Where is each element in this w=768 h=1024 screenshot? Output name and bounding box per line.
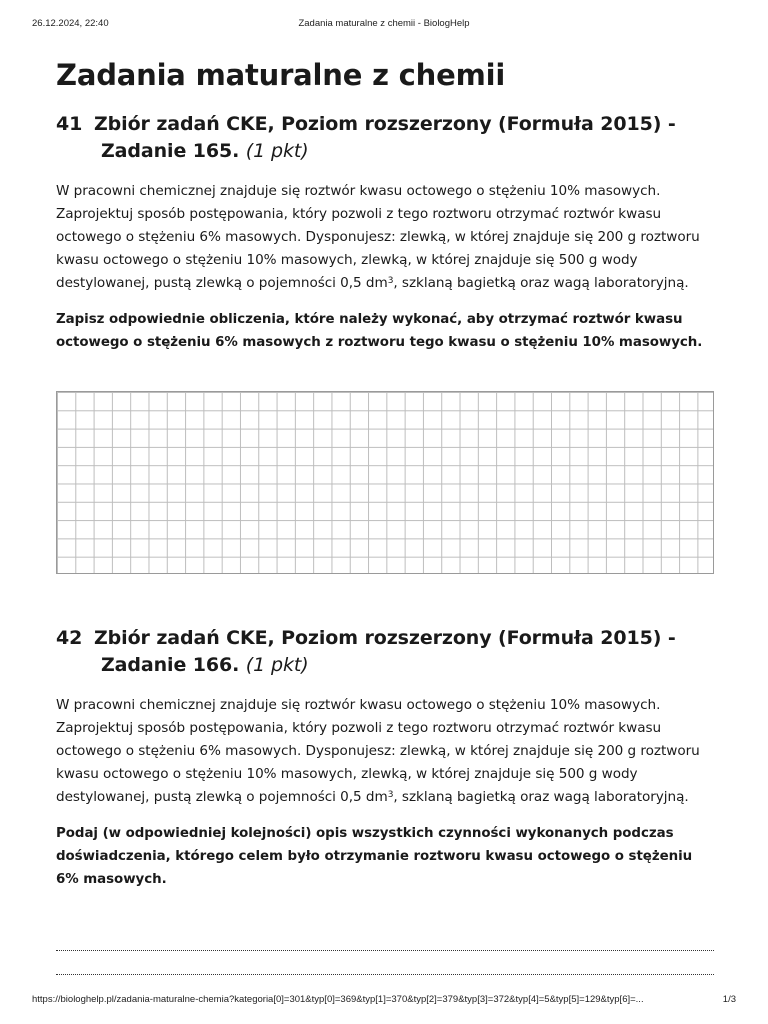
print-header	[32, 18, 736, 32]
task-41	[56, 111, 716, 354]
answer-grid[interactable]	[56, 391, 714, 574]
task-title	[56, 111, 716, 165]
task-description-text: W pracowni chemicznej znajduje się roztwór kwasu octowego o stężeniu 10% masowych. Zaprojektuj sposób postępowania, który pozwoli z tego roztworu otrzymać roztwór kwasu octowego o stężeniu 6% masowych. Dysponujesz: zlewką, w której znajduje się 200 g roztworu kwasu octowego o stężeniu 10% masowych, zlewką, w której znajduje się 500 g wody destylowanej, pustą zlewką o pojemności 0,5 dm	[56, 183, 700, 291]
task-number: 42	[56, 627, 83, 649]
task-description	[56, 180, 716, 295]
superscript: 3	[387, 790, 394, 801]
page-title: Zadania maturalne z chemii	[56, 58, 506, 92]
answer-line[interactable]	[56, 974, 714, 975]
page-number: 1/3	[722, 994, 736, 1005]
print-datetime: 26.12.2024, 22:40	[32, 18, 109, 29]
task-instruction: Podaj (w odpowiedniej kolejności) opis wszystkich czynności wykonanych podczas doświadczenia, którego celem było otrzymanie roztworu kwasu octowego o stężeniu 6% masowych.	[56, 826, 693, 887]
task-42	[56, 625, 716, 891]
print-page-title: Zadania maturalne z chemii - BiologHelp	[298, 18, 470, 29]
task-instruction: Zapisz odpowiednie obliczenia, które należy wykonać, aby otrzymać roztwór kwasu octowego o stężeniu 6% masowych z roztworu tego kwasu o stężeniu 10% masowych.	[56, 312, 703, 350]
task-points: (1 pkt)	[245, 140, 309, 162]
task-description	[56, 694, 716, 809]
task-title	[56, 625, 716, 679]
task-description-text-end: , szklaną bagietką oraz wagą laboratoryjną.	[393, 789, 689, 805]
task-description-text-end: , szklaną bagietką oraz wagą laboratoryjną.	[393, 275, 689, 291]
print-url: https://biologhelp.pl/zadania-maturalne-chemia?kategoria[0]=301&typ[0]=369&typ[1]=370&typ[2]=379&typ[3]=372&typ[4]=5&typ[5]=129&typ[6]=...	[32, 994, 644, 1005]
print-footer	[32, 994, 736, 1008]
task-description-text: W pracowni chemicznej znajduje się roztwór kwasu octowego o stężeniu 10% masowych. Zaprojektuj sposób postępowania, który pozwoli z tego roztworu otrzymać roztwór kwasu octowego o stężeniu 6% masowych. Dysponujesz: zlewką, w której znajduje się 200 g roztworu kwasu octowego o stężeniu 10% masowych, zlewką, w której znajduje się 500 g wody destylowanej, pustą zlewką o pojemności 0,5 dm	[56, 697, 700, 805]
main-content	[56, 55, 716, 887]
task-title-text: Zbiór zadań CKE, Poziom rozszerzony (Formuła 2015) - Zadanie 166.	[94, 627, 676, 676]
task-number: 41	[56, 113, 83, 135]
answer-line[interactable]	[56, 950, 714, 951]
task-points: (1 pkt)	[245, 654, 309, 676]
superscript: 3	[387, 276, 394, 287]
task-title-text: Zbiór zadań CKE, Poziom rozszerzony (Formuła 2015) - Zadanie 165.	[94, 113, 676, 162]
